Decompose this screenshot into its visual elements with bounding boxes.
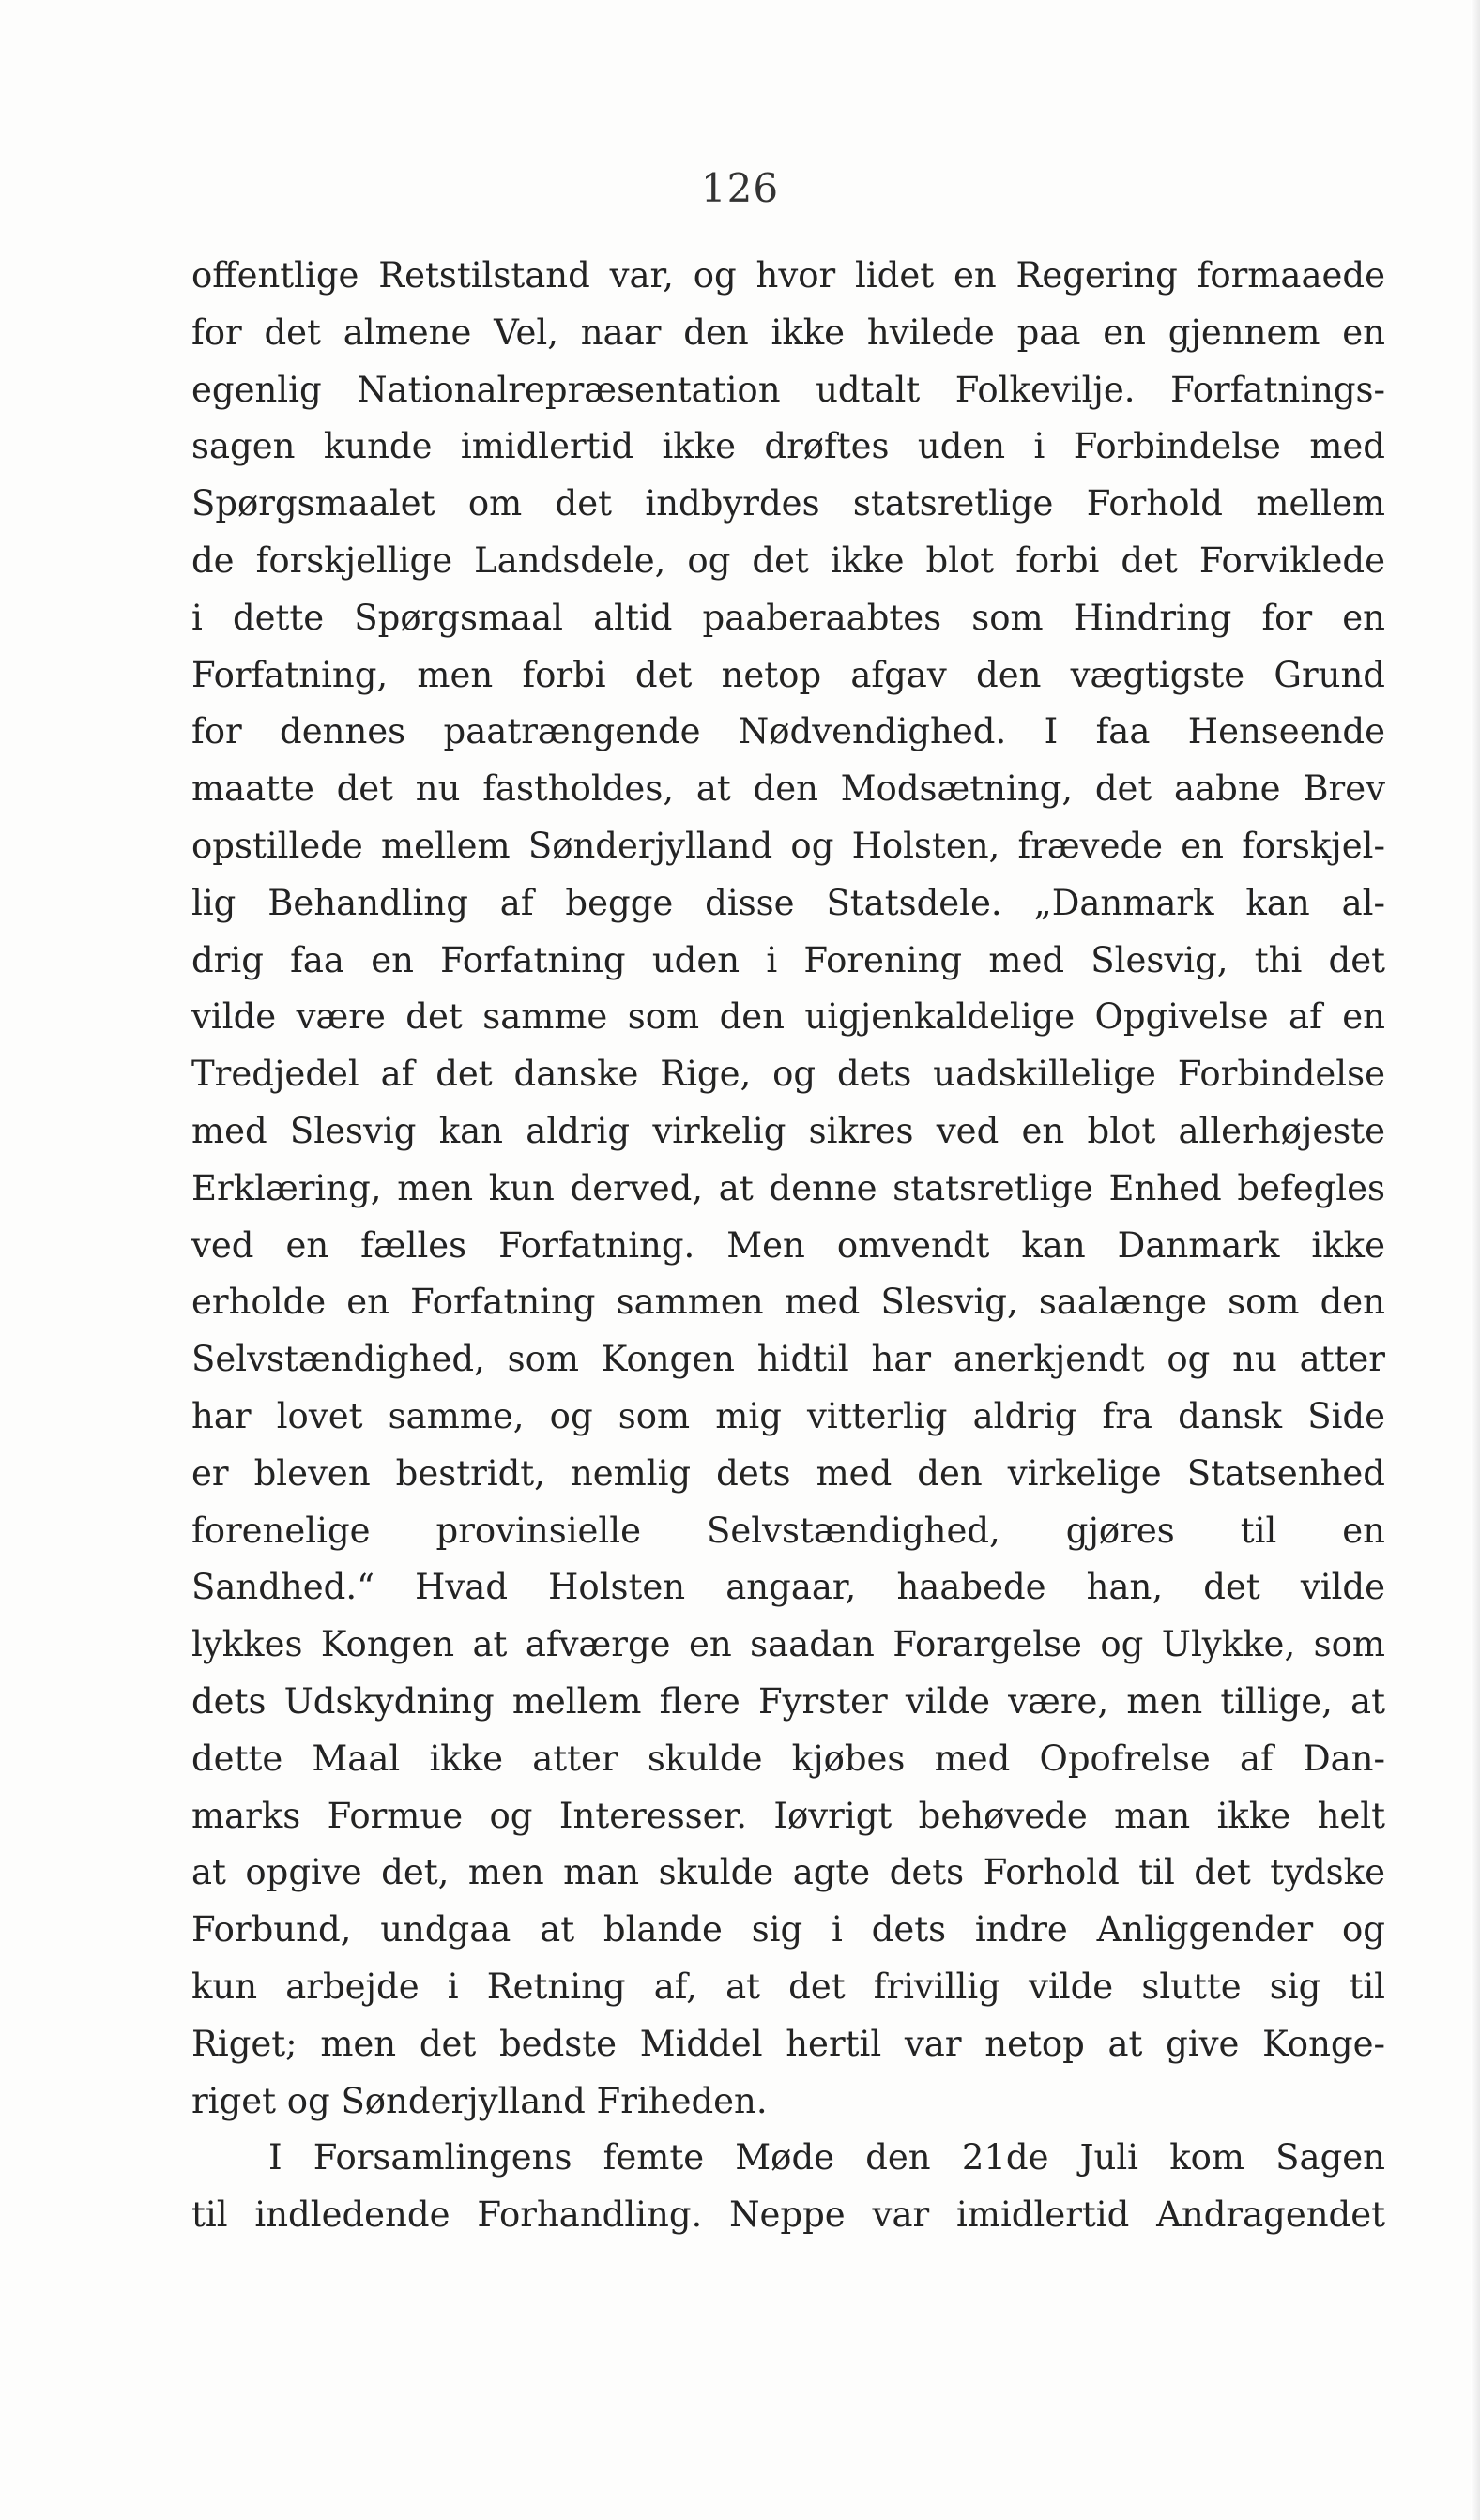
text-line: Riget; men det bedste Middel hertil var netop at give Konge- [191,2023,1385,2064]
text-line: Sandhed.“ Hvad Holsten angaar, haabede han, det vilde [191,1567,1385,1608]
text-line: er bleven bestridt, nemlig dets med den virkelige Statsenhed [191,1452,1385,1494]
text-line: i dette Spørgsmaal altid paaberaabtes som Hindring for en [191,597,1385,638]
text-line: erholde en Forfatning sammen med Slesvig, saalænge som den [191,1282,1385,1323]
text-line: kun arbejde i Retning af, at det frivillig vilde slutte sig til [191,1966,1385,2007]
text-line: med Slesvig kan aldrig virkelig sikres ved en blot allerhøjeste [191,1110,1385,1151]
text-line: lig Behandling af begge disse Statsdele. „Danmark kan al- [191,882,1385,923]
text-line: dets Udskydning mellem flere Fyrster vilde være, men tillige, at [191,1680,1385,1722]
text-line: Selvstændighed, som Kongen hidtil har anerkjendt og nu atter [191,1339,1385,1380]
page-edge-shadow [1471,0,1480,2520]
text-line: til indledende Forhandling. Neppe var imidlertid Andragendet [191,2194,1385,2236]
text-line: opstillede mellem Sønderjylland og Holsten, frævede en forskjel- [191,825,1385,866]
text-line: Forfatning, men forbi det netop afgav den vægtigste Grund [191,654,1385,695]
text-line: egenlig Nationalrepræsentation udtalt Folkevilje. Forfatnings- [191,369,1385,410]
text-line: Erklæring, men kun derved, at denne statsretlige Enhed befegles [191,1167,1385,1208]
text-line: Spørgsmaalet om det indbyrdes statsretlige Forhold mellem [191,483,1385,524]
text-line: sagen kunde imidlertid ikke drøftes uden i Forbindelse med [191,426,1385,467]
text-line: Forbund, undgaa at blande sig i dets indre Anliggender og [191,1909,1385,1951]
text-line: vilde være det samme som den uigjenkaldelige Opgivelse af en [191,996,1385,1038]
text-line: drig faa en Forfatning uden i Forening med Slesvig, thi det [191,939,1385,980]
text-line: dette Maal ikke atter skulde kjøbes med Opofrelse af Dan- [191,1738,1385,1779]
page-number: 126 [700,165,780,211]
text-line: marks Formue og Interesser. Iøvrigt behøvede man ikke helt [191,1795,1385,1836]
text-line: maatte det nu fastholdes, at den Modsætning, det aabne Brev [191,768,1385,810]
text-line: for det almene Vel, naar den ikke hvilede paa en gjennem en [191,311,1385,353]
paragraph-start-line: I Forsamlingens femte Møde den 21de Juli kom Sagen [268,2137,1385,2178]
text-line: Tredjedel af det danske Rige, og dets uadskillelige Forbindelse [191,1054,1385,1095]
text-line: lykkes Kongen at afværge en saadan Forargelse og Ulykke, som [191,1624,1385,1665]
text-line: forenelige provinsielle Selvstændighed, gjøres til en [191,1510,1385,1551]
text-line: for dennes paatrængende Nødvendighed. I faa Henseende [191,711,1385,752]
paragraph-end-line: riget og Sønderjylland Friheden. [191,2080,768,2121]
text-line: at opgive det, men man skulde agte dets Forhold til det tydske [191,1852,1385,1893]
body-text [191,248,1385,2244]
text-line: de forskjellige Landsdele, og det ikke blot forbi det Forviklede [191,539,1385,581]
text-line: offentlige Retstilstand var, og hvor lidet en Regering formaaede [191,255,1385,296]
text-line: ved en fælles Forfatning. Men omvendt kan Danmark ikke [191,1224,1385,1266]
text-line: har lovet samme, og som mig vitterlig aldrig fra dansk Side [191,1395,1385,1436]
